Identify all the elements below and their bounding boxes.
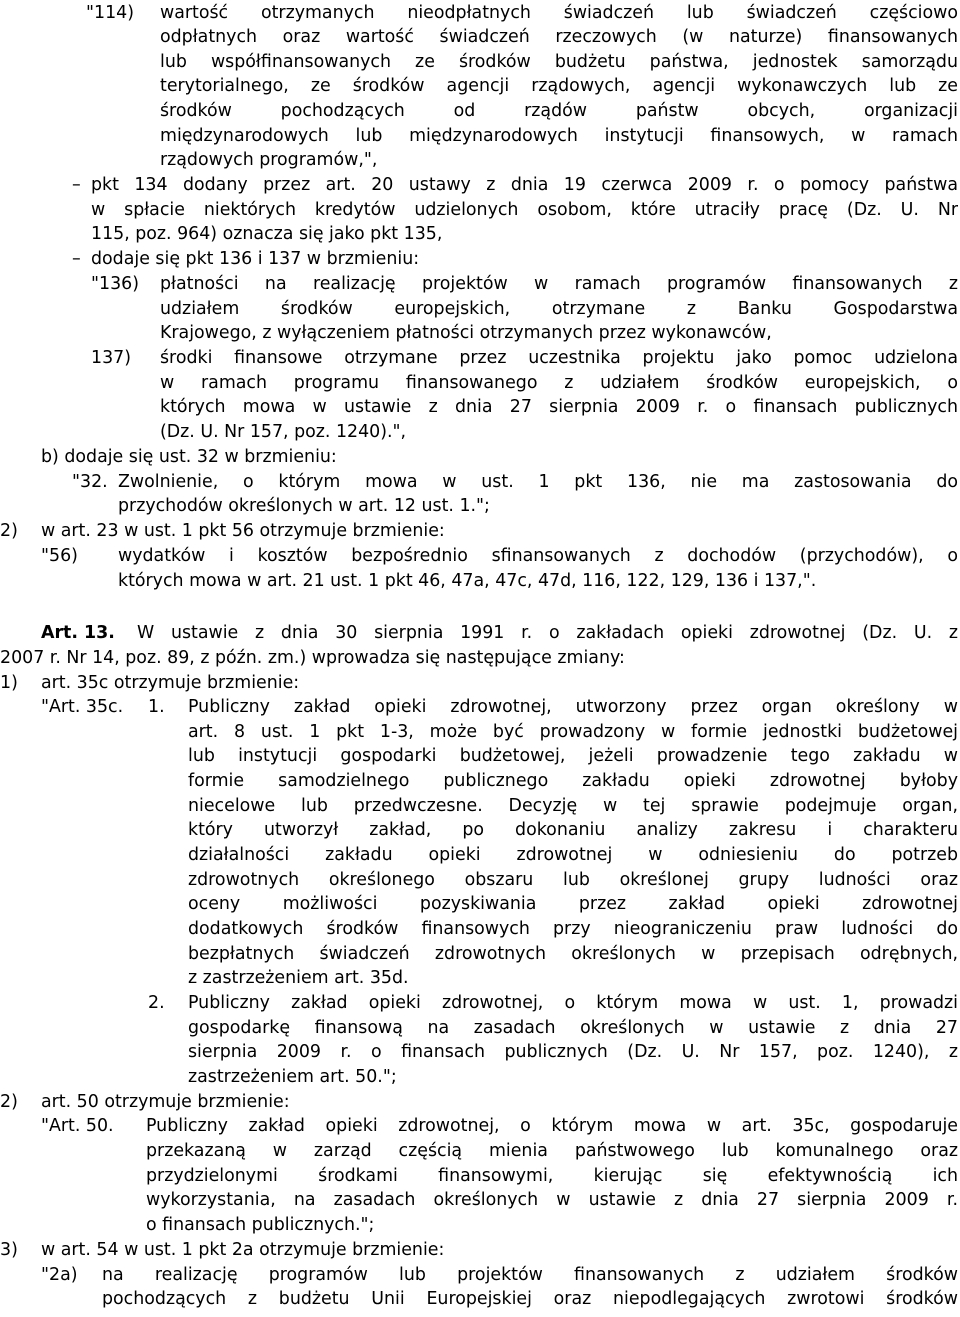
text-line: których mowa w ustawie z dnia 27 sierpnia 2009 r. o finansach publicznych bbox=[160, 397, 958, 417]
text-line: wykorzystania, na zasadach określonych w ustawie z dnia 27 sierpnia 2009 r. bbox=[146, 1190, 958, 1210]
doc-line bbox=[0, 794, 960, 818]
doc-line bbox=[0, 769, 960, 793]
text-line: środki finansowe otrzymane przez uczestnika projektu jako pomoc udzielona bbox=[160, 348, 958, 368]
item-label-137: 137) bbox=[91, 348, 131, 368]
text-line: rządowych programów,", bbox=[160, 150, 378, 170]
doc-line bbox=[0, 272, 960, 296]
text-line: w art. 54 w ust. 1 pkt 2a otrzymuje brzmienie: bbox=[41, 1240, 445, 1260]
text-line: w ramach programu finansowanego z udziałem środków europejskich, o bbox=[160, 373, 958, 393]
doc-line bbox=[0, 25, 960, 49]
text-line: art. 8 ust. 1 pkt 1-3, może być prowadzony w formie jednostki budżetowej bbox=[188, 722, 958, 742]
text-line: dodatkowych środków finansowych przy nieograniczeniu praw ludności do bbox=[188, 919, 958, 939]
item-label-32: "32. bbox=[72, 472, 108, 492]
text-line: 2007 r. Nr 14, poz. 89, z późn. zm.) wprowadza się następujące zmiany: bbox=[0, 648, 625, 668]
doc-line bbox=[0, 1238, 960, 1262]
doc-line bbox=[0, 744, 960, 768]
doc-line bbox=[0, 942, 960, 966]
doc-line bbox=[0, 222, 960, 246]
text-line: zdrowotnych określonego obszaru lub określonej grupy ludności oraz bbox=[188, 870, 958, 890]
doc-line bbox=[0, 470, 960, 494]
text-line: dodaje się pkt 136 i 137 w brzmieniu: bbox=[91, 249, 420, 269]
doc-line bbox=[0, 148, 960, 172]
doc-line bbox=[0, 621, 960, 645]
doc-line bbox=[0, 1213, 960, 1237]
doc-line bbox=[0, 1114, 960, 1138]
text-line: przydzielonymi środkami finansowymi, kierując się efektywnością ich bbox=[146, 1166, 958, 1186]
doc-line bbox=[0, 247, 960, 271]
text-line: b) dodaje się ust. 32 w brzmieniu: bbox=[41, 447, 337, 467]
doc-line bbox=[0, 917, 960, 941]
doc-line bbox=[0, 695, 960, 719]
doc-line bbox=[0, 1, 960, 25]
doc-line bbox=[0, 1090, 960, 1114]
text-line: który utworzył zakład, po dokonaniu analizy zakresu i charakteru bbox=[188, 820, 958, 840]
doc-line bbox=[0, 297, 960, 321]
text-line: środków pochodzących od rządów państw obcych, organizacji bbox=[160, 101, 958, 121]
text-line: odpłatnych oraz wartość świadczeń rzeczowych (w naturze) finansowanych bbox=[160, 27, 958, 47]
doc-line bbox=[0, 519, 960, 543]
doc-line bbox=[0, 1065, 960, 1089]
text-line: lub współfinansowanych ze środków budżetu państwa, jednostek samorządu bbox=[160, 52, 958, 72]
text-line: wartość otrzymanych nieodpłatnych świadczeń lub świadczeń częściowo bbox=[160, 3, 958, 23]
doc-line bbox=[0, 124, 960, 148]
doc-line bbox=[0, 420, 960, 444]
doc-line bbox=[0, 494, 960, 518]
doc-line bbox=[0, 868, 960, 892]
list-number: 1) bbox=[0, 673, 18, 693]
dash-label: – bbox=[72, 175, 81, 195]
doc-line bbox=[0, 966, 960, 990]
text-line: z zastrzeżeniem art. 35d. bbox=[188, 968, 409, 988]
doc-line bbox=[0, 1016, 960, 1040]
text-line: sierpnia 2009 r. o finansach publicznych (Dz. U. Nr 157, poz. 1240), z bbox=[188, 1042, 958, 1062]
text-line: zastrzeżeniem art. 50."; bbox=[188, 1067, 397, 1087]
text-line: w art. 23 w ust. 1 pkt 56 otrzymuje brzmienie: bbox=[41, 521, 445, 541]
doc-line bbox=[0, 445, 960, 469]
text-line: wydatków i kosztów bezpośrednio sfinansowanych z dochodów (przychodów), o bbox=[118, 546, 958, 566]
article-heading: Art. 13. bbox=[41, 623, 115, 643]
text-line: w spłacie niektórych kredytów udzielonych osobom, które utraciły pracę (Dz. U. Nr bbox=[91, 200, 958, 220]
list-number: 2) bbox=[0, 521, 18, 541]
doc-line bbox=[0, 99, 960, 123]
doc-line bbox=[0, 843, 960, 867]
list-number: 3) bbox=[0, 1240, 18, 1260]
doc-line bbox=[0, 1188, 960, 1212]
text-line: niecelowe lub przedwczesne. Decyzję w tej sprawie podejmuje organ, bbox=[188, 796, 958, 816]
doc-line bbox=[0, 892, 960, 916]
text-line: bezpłatnych świadczeń zdrowotnych określonych w przepisach odrębnych, bbox=[188, 944, 958, 964]
article-label-50: "Art. 50. bbox=[41, 1116, 114, 1136]
doc-line bbox=[0, 198, 960, 222]
doc-line bbox=[0, 991, 960, 1015]
doc-line bbox=[0, 1263, 960, 1287]
doc-line bbox=[0, 569, 960, 593]
text-line: działalności zakładu opieki zdrowotnej w odniesieniu do potrzeb bbox=[188, 845, 958, 865]
doc-line bbox=[0, 173, 960, 197]
item-label-114: "114) bbox=[86, 3, 134, 23]
text-line: udziałem środków europejskich, otrzymane z Banku Gospodarstwa bbox=[160, 299, 958, 319]
doc-line bbox=[0, 346, 960, 370]
text-line: art. 50 otrzymuje brzmienie: bbox=[41, 1092, 290, 1112]
paragraph-number: 2. bbox=[148, 993, 165, 1013]
text-line: przekazaną w zarząd częścią mienia państwowego lub komunalnego oraz bbox=[146, 1141, 958, 1161]
text-line: Krajowego, z wyłączeniem płatności otrzymanych przez wykonawców, bbox=[160, 323, 772, 343]
dash-label: – bbox=[72, 249, 81, 269]
item-label-2a: "2a) bbox=[41, 1265, 78, 1285]
text-line: oceny możliwości pozyskiwania przez zakład opieki zdrowotnej bbox=[188, 894, 958, 914]
text-line: pkt 134 dodany przez art. 20 ustawy z dnia 19 czerwca 2009 r. o pomocy państwa bbox=[91, 175, 958, 195]
text-line: o finansach publicznych."; bbox=[146, 1215, 375, 1235]
text-line: formie samodzielnego publicznego zakładu opieki zdrowotnej byłoby bbox=[188, 771, 958, 791]
text-line: gospodarkę finansową na zasadach określonych w ustawie z dnia 27 bbox=[188, 1018, 958, 1038]
text-line: Publiczny zakład opieki zdrowotnej, o którym mowa w art. 35c, gospodaruje bbox=[146, 1116, 958, 1136]
text-line: pochodzących z budżetu Unii Europejskiej oraz niepodlegających zwrotowi środków bbox=[102, 1289, 958, 1309]
doc-line bbox=[0, 646, 960, 670]
doc-line bbox=[0, 50, 960, 74]
doc-line bbox=[0, 1164, 960, 1188]
doc-line bbox=[0, 671, 960, 695]
doc-line bbox=[0, 1287, 960, 1311]
paragraph-number: 1. bbox=[148, 697, 165, 717]
doc-line bbox=[0, 544, 960, 568]
text-line: (Dz. U. Nr 157, poz. 1240).", bbox=[160, 422, 407, 442]
text-line: przychodów określonych w art. 12 ust. 1."; bbox=[118, 496, 490, 516]
text-line: W ustawie z dnia 30 sierpnia 1991 r. o zakładach opieki zdrowotnej (Dz. U. z bbox=[137, 623, 958, 643]
article-label-35c: "Art. 35c. bbox=[41, 697, 124, 717]
doc-line bbox=[0, 1139, 960, 1163]
text-line: Zwolnienie, o którym mowa w ust. 1 pkt 136, nie ma zastosowania do bbox=[118, 472, 958, 492]
doc-line bbox=[0, 818, 960, 842]
text-line: międzynarodowych lub międzynarodowych instytucji finansowych, w ramach bbox=[160, 126, 958, 146]
doc-line bbox=[0, 74, 960, 98]
list-number: 2) bbox=[0, 1092, 18, 1112]
doc-line bbox=[0, 720, 960, 744]
text-line: terytorialnego, ze środków agencji rządowych, agencji wykonawczych lub ze bbox=[160, 76, 958, 96]
text-line: płatności na realizację projektów w ramach programów finansowanych z bbox=[160, 274, 958, 294]
text-line: na realizację programów lub projektów finansowanych z udziałem środków bbox=[102, 1265, 958, 1285]
text-line: art. 35c otrzymuje brzmienie: bbox=[41, 673, 300, 693]
doc-line bbox=[0, 395, 960, 419]
item-label-56: "56) bbox=[41, 546, 78, 566]
doc-line bbox=[0, 1040, 960, 1064]
doc-line bbox=[0, 371, 960, 395]
text-line: 115, poz. 964) oznacza się jako pkt 135, bbox=[91, 224, 443, 244]
text-line: Publiczny zakład opieki zdrowotnej, o którym mowa w ust. 1, prowadzi bbox=[188, 993, 958, 1013]
text-line: których mowa w art. 21 ust. 1 pkt 46, 47a, 47c, 47d, 116, 122, 129, 136 i 137,". bbox=[118, 571, 817, 591]
doc-line bbox=[0, 321, 960, 345]
item-label-136: "136) bbox=[91, 274, 139, 294]
text-line: Publiczny zakład opieki zdrowotnej, utworzony przez organ określony w bbox=[188, 697, 958, 717]
text-line: lub instytucji gospodarki budżetowej, jeżeli prowadzenie tego zakładu w bbox=[188, 746, 958, 766]
